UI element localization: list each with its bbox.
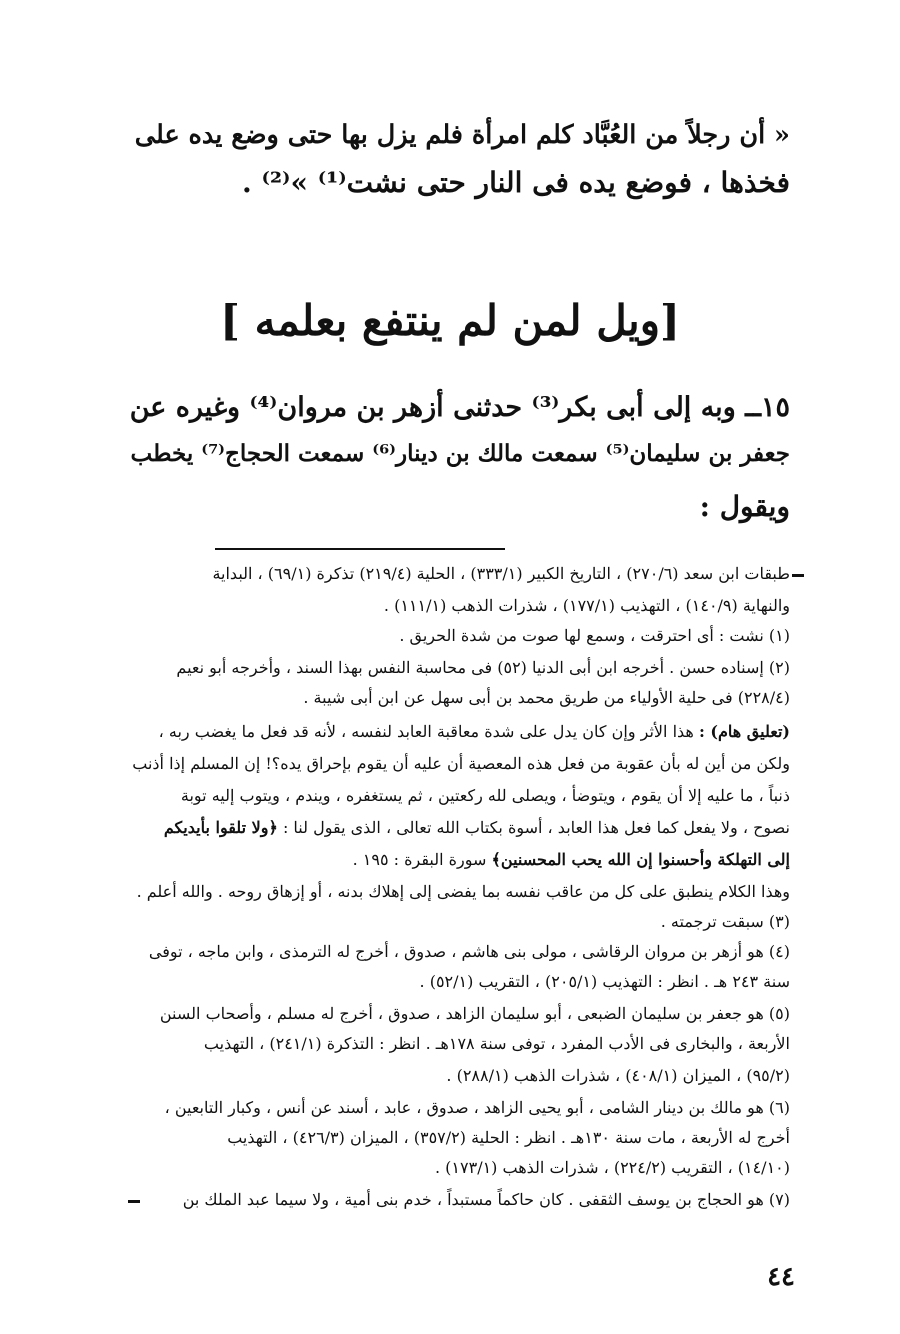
section-heading: [ويل لمن لم ينتفع بعلمه ] — [220, 296, 680, 345]
footnote-6-line-3: (١٤/١٠) ، التقريب (٢٢٤/٢) ، شذرات الذهب (١٧٣/١) . — [434, 1158, 790, 1177]
page-number: ٤٤ — [767, 1262, 795, 1292]
entry-text-1: وبه إلى أبى بكر⁽³⁾ حدثنى أزهر بن مروان⁽⁴⁾ وغيره عن — [129, 392, 736, 423]
footnote-separator — [215, 548, 505, 550]
note-line-1: (تعليق هام) : هذا الأثر وإن كان يدل على شدة معاقبة العابد لنفسه ، لأنه قد فعل ما يغضب ربه ، — [158, 722, 790, 741]
footnote-1: (١) نشت : أى احترقت ، وسمع لها صوت من شدة الحريق . — [399, 626, 790, 645]
note-line-4: نصوح ، ولا يفعل كما فعل هذا العابد ، أسوة بكتاب الله تعالى ، الذى يقول لنا : ﴿ولا تلقوا بأيديكم — [163, 818, 790, 837]
note-line-2: ولكن من أين له بأن عقوبة من فعل هذه المعصية أن عليه أن يقوم بإحراق يده؟! إن المسلم إذا أذنب — [132, 754, 790, 773]
footnote-5-line-1: (٥) هو جعفر بن سليمان الضبعى ، أبو سليمان الزاهد ، صدوق ، أخرج له مسلم ، وأصحاب السنن — [159, 1004, 790, 1023]
quran-verse-part-1: ﴿ولا تلقوا بأيديكم — [163, 818, 278, 837]
entry-number: ١٥ــ — [745, 392, 790, 423]
quote-line-2: فخذها ، فوضع يده فى النار حتى نشت⁽¹⁾ »⁽²⁾ . — [242, 166, 790, 199]
quote-line-1: « أن رجلاً من العُبَّاد كلم امرأة فلم يزل بها حتى وضع يده على — [134, 120, 790, 150]
footnote-6-line-2: أخرج له الأربعة ، مات سنة ١٣٠هـ . انظر : الحلية (٣٥٧/٢) ، الميزان (٤٢٦/٣) ، التهذيب — [227, 1128, 790, 1147]
note-label: (تعليق هام) : — [698, 722, 790, 741]
footnote-6-line-1: (٦) هو مالك بن دينار الشامى ، أبو يحيى الزاهد ، صدوق ، عابد ، أسند عن أنس ، وكبار التابعين ، — [164, 1098, 790, 1117]
note-line-3: ذنباً ، ما عليه إلا أن يقوم ، ويتوضأ ، ويصلى لله ركعتين ، ثم يستغفره ، ويندم ، ويتوب إليه توبة — [180, 786, 790, 805]
footnote-2-line-1: (٢) إسناده حسن . أخرجه ابن أبى الدنيا (٥٢) فى محاسبة النفس بهذا السند ، وأخرجه أبو نعيم — [176, 658, 790, 677]
footnote-5-line-2: الأربعة ، والبخارى فى الأدب المفرد ، توفى سنة ١٧٨هـ . انظر : التذكرة (٢٤١/١) ، التهذيب — [203, 1034, 790, 1053]
entry-line-3: ويقول : — [699, 490, 790, 523]
footnote-5-line-3: (٩٥/٢) ، الميزان (٤٠٨/١) ، شذرات الذهب (٢٨٨/١) . — [446, 1066, 790, 1085]
footnote-7: (٧) هو الحجاج بن يوسف الثقفى . كان حاكماً مستبداً ، خدم بنى أمية ، ولا سيما عبد الملك بن — [182, 1190, 790, 1209]
continued-dash — [128, 1200, 140, 1203]
footnote-2-line-2: (٢٢٨/٤) فى حلية الأولياء من طريق محمد بن أبى سهل عن ابن أبى شيبة . — [303, 688, 790, 707]
entry-line-1 — [130, 392, 790, 423]
footnote-continuation-1: طبقات ابن سعد (٢٧٠/٦) ، التاريخ الكبير (٣٣٣/١) ، الحلية (٢١٩/٤) تذكرة (٦٩/١) ، البداية — [212, 564, 790, 583]
note-line-5: إلى التهلكة وأحسنوا إن الله يحب المحسنين﴾ سورة البقرة : ١٩٥ . — [352, 850, 790, 869]
continuation-dash — [792, 574, 804, 577]
footnote-3: (٣) سبقت ترجمته . — [660, 912, 790, 931]
footnote-4-line-2: سنة ٢٤٣ هـ . انظر : التهذيب (٢٠٥/١) ، التقريب (٥٢/١) . — [419, 972, 790, 991]
entry-line-2: جعفر بن سليمان⁽⁵⁾ سمعت مالك بن دينار⁽⁶⁾ سمعت الحجاج⁽⁷⁾ يخطب — [130, 440, 790, 467]
footnote-4-line-1: (٤) هو أزهر بن مروان الرقاشى ، مولى بنى هاشم ، صدوق ، أخرج له الترمذى ، وابن ماجه ، توفى — [148, 942, 790, 961]
note-line-6: وهذا الكلام ينطبق على كل من عاقب نفسه بما يفضى إلى إهلاك بدنه ، أو إزهاق روحه . والله أعلم . — [136, 882, 790, 901]
footnote-continuation-2: والنهاية (١٤٠/٩) ، التهذيب (١٧٧/١) ، شذرات الذهب (١١١/١) . — [383, 596, 790, 615]
quran-verse-part-2: إلى التهلكة وأحسنوا إن الله يحب المحسنين﴾ — [491, 850, 790, 869]
